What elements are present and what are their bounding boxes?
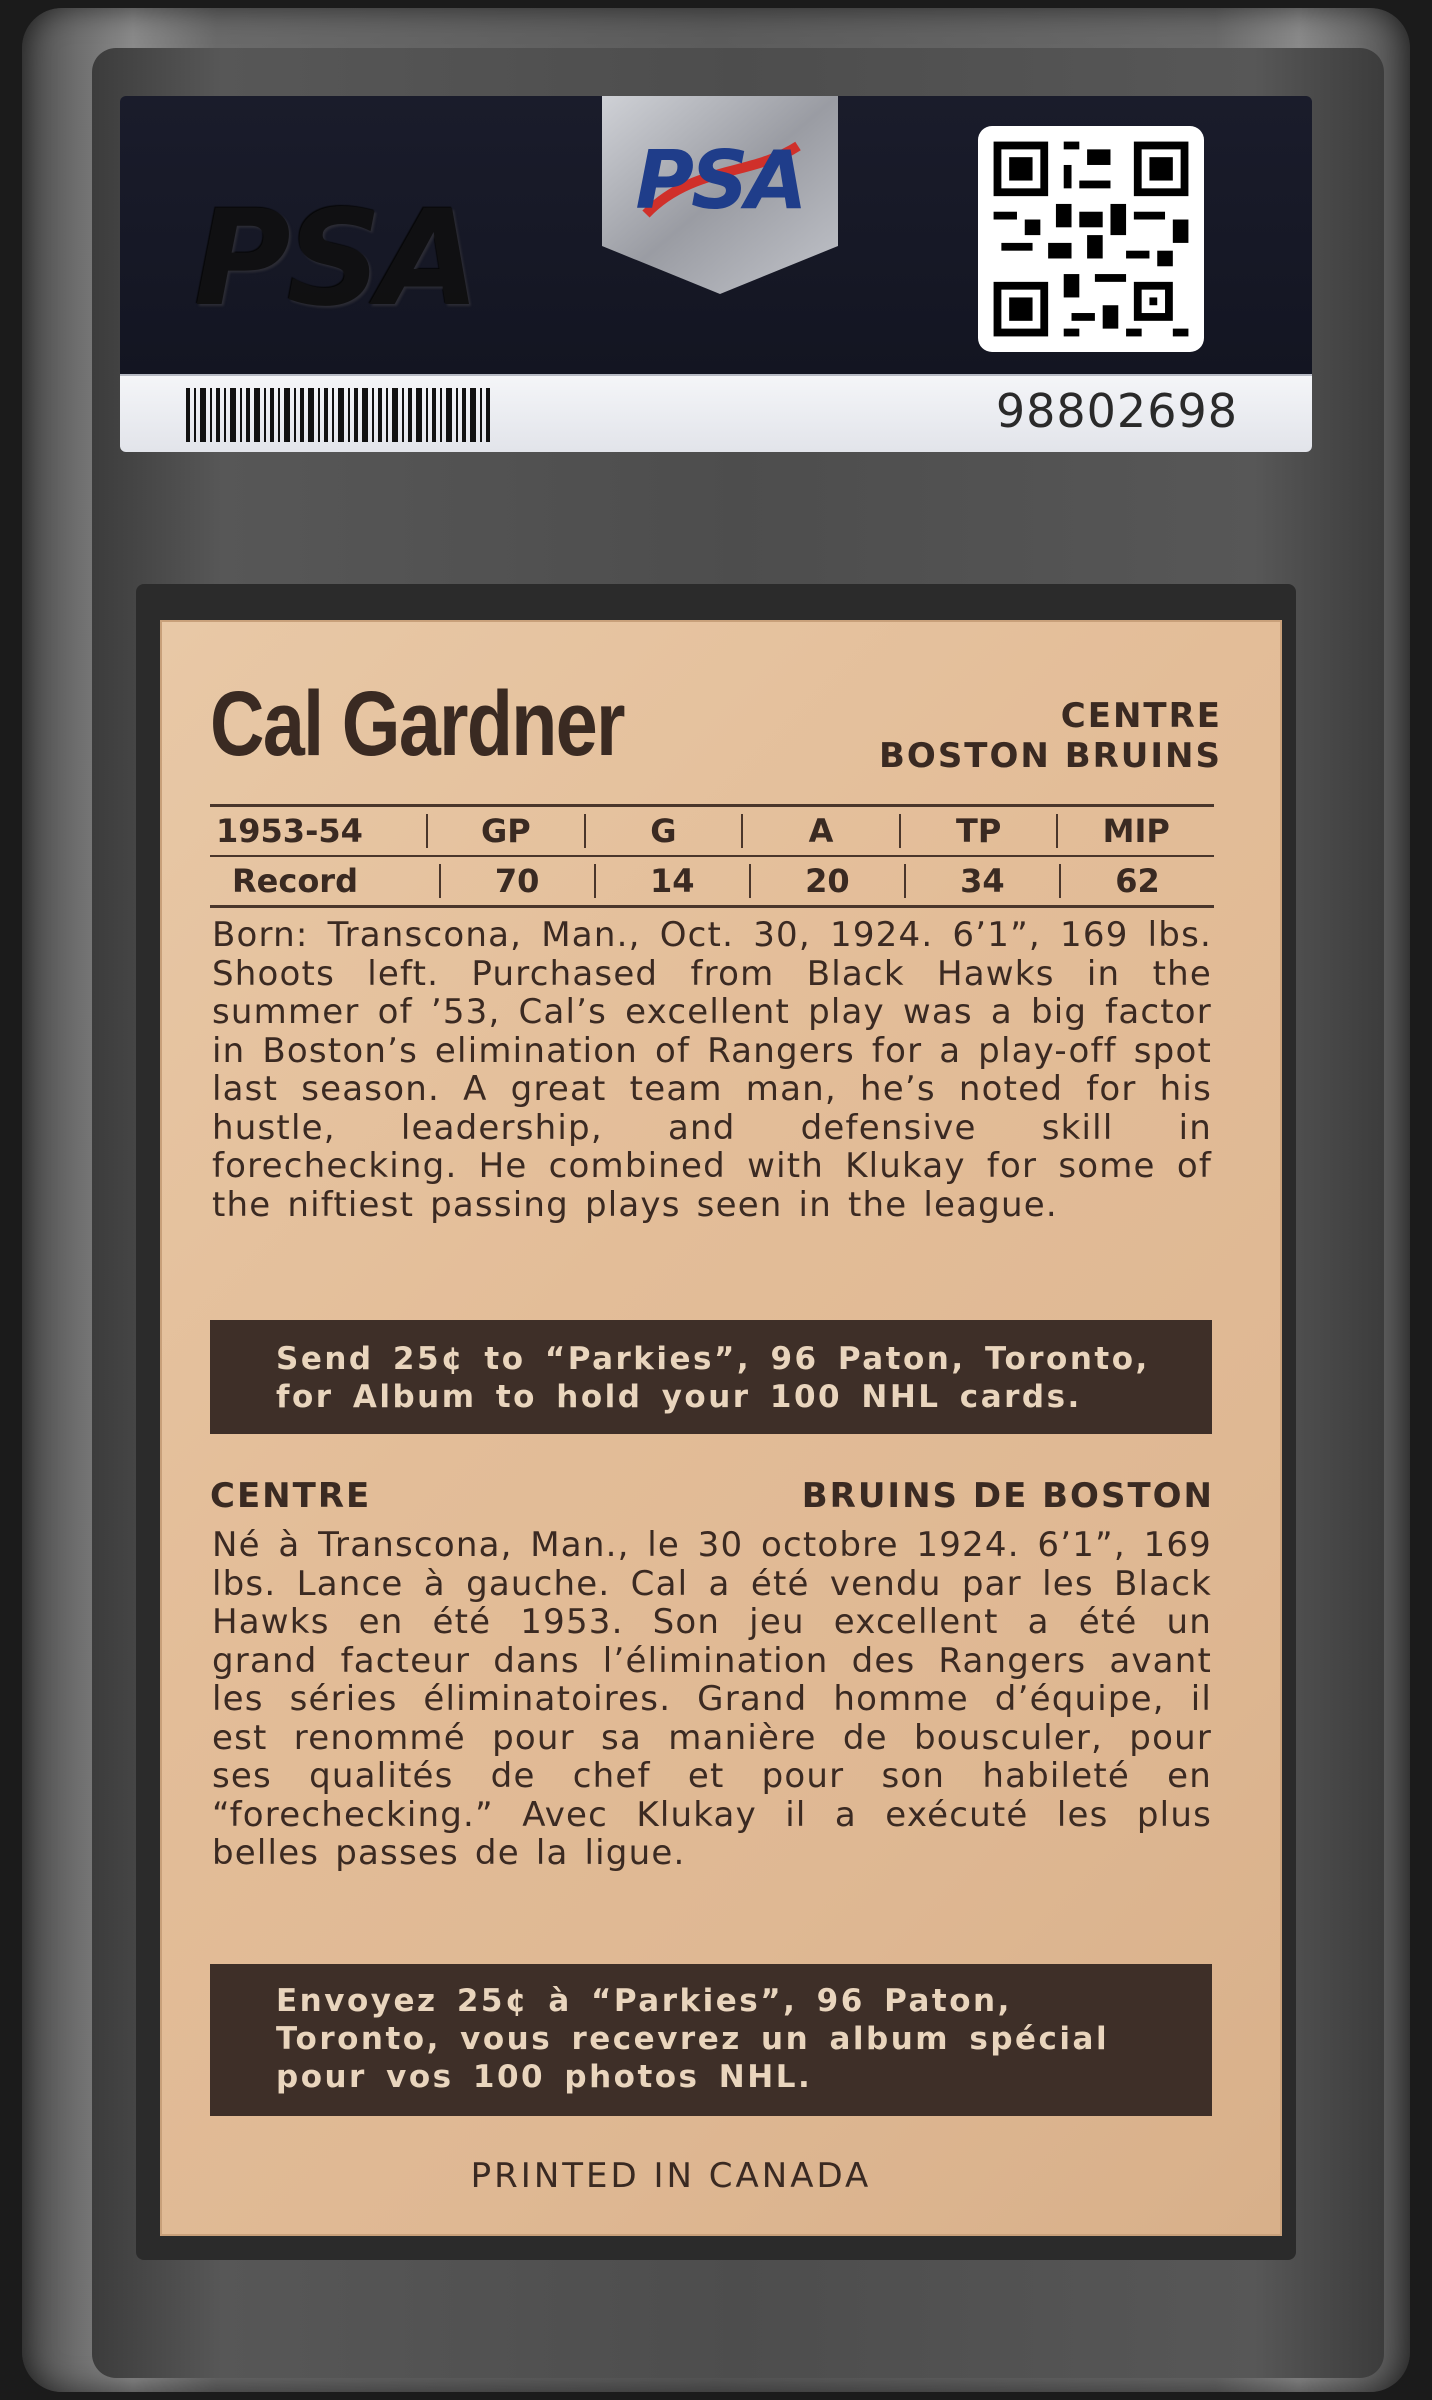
label-strip	[120, 374, 1312, 452]
stats-tp: 34	[904, 864, 1059, 898]
psa-logo-text: PSA	[635, 134, 805, 227]
stats-header-gp: GP	[426, 814, 584, 848]
team: BOSTON BRUINS	[879, 736, 1222, 776]
position-french: CENTRE	[210, 1476, 372, 1516]
album-offer-english: Send 25¢ to “Parkies”, 96 Paton, Toronto, for Album to hold your 100 NHL cards.	[210, 1320, 1212, 1434]
stats-mip: 62	[1059, 864, 1214, 898]
stats-gp: 70	[439, 864, 594, 898]
trading-card-back	[160, 620, 1282, 2236]
stats-header-a: A	[741, 814, 899, 848]
psa-shield-logo	[602, 96, 838, 294]
stats-row-label: Record	[232, 862, 358, 900]
position: CENTRE	[1060, 696, 1222, 736]
qr-code[interactable]	[978, 126, 1204, 352]
stats-header-row	[210, 807, 1214, 855]
printed-in-canada: PRINTED IN CANADA	[470, 2156, 872, 2196]
position-team	[879, 696, 1222, 776]
bio-french: Né à Transcona, Man., le 30 octobre 1924. 6’1”, 169 lbs. Lance à gauche. Cal a été vendu par les Black Hawks en été 1953. Son jeu excellent a été un grand facteur dans l’élimination des Rangers avant les séries éliminatoires. Grand homme d’équipe, il est renommé pour sa manière de bousculer, pour ses qualités de chef et pour son habileté en “forechecking.” Avec Klukay il a exécuté les plus belles passes de la ligue.	[212, 1525, 1212, 1873]
stats-header-season: 1953-54	[216, 812, 363, 850]
stats-header-tp: TP	[899, 814, 1057, 848]
barcode-icon	[186, 388, 496, 442]
stats-header-g: G	[584, 814, 742, 848]
french-header	[210, 1476, 1214, 1516]
team-french: BRUINS DE BOSTON	[801, 1476, 1214, 1516]
player-name: Cal Gardner	[210, 673, 624, 775]
stats-g: 14	[594, 864, 749, 898]
psa-label	[120, 96, 1312, 452]
cert-number: 98802698	[995, 384, 1238, 438]
stats-table	[210, 804, 1214, 908]
bio-english: Born: Transcona, Man., Oct. 30, 1924. 6’1”, 169 lbs. Shoots left. Purchased from Black Hawks in the summer of ’53, Cal’s excellent play was a big factor in Boston’s elimination of Rangers for a play-off spot last season. A great team man, he’s noted for his hustle, leadership, and defensive skill in forechecking. He combined with Klukay for some of the niftiest passing plays seen in the league.	[212, 915, 1212, 1225]
stats-a: 20	[749, 864, 904, 898]
stats-value-row	[210, 855, 1214, 905]
stats-header-mip: MIP	[1056, 814, 1214, 848]
psa-embossed-logo: PSA	[194, 182, 476, 336]
album-offer-french: Envoyez 25¢ à “Parkies”, 96 Paton, Toronto, vous recevrez un album spécial pour vos 100 photos NHL.	[210, 1964, 1212, 2116]
